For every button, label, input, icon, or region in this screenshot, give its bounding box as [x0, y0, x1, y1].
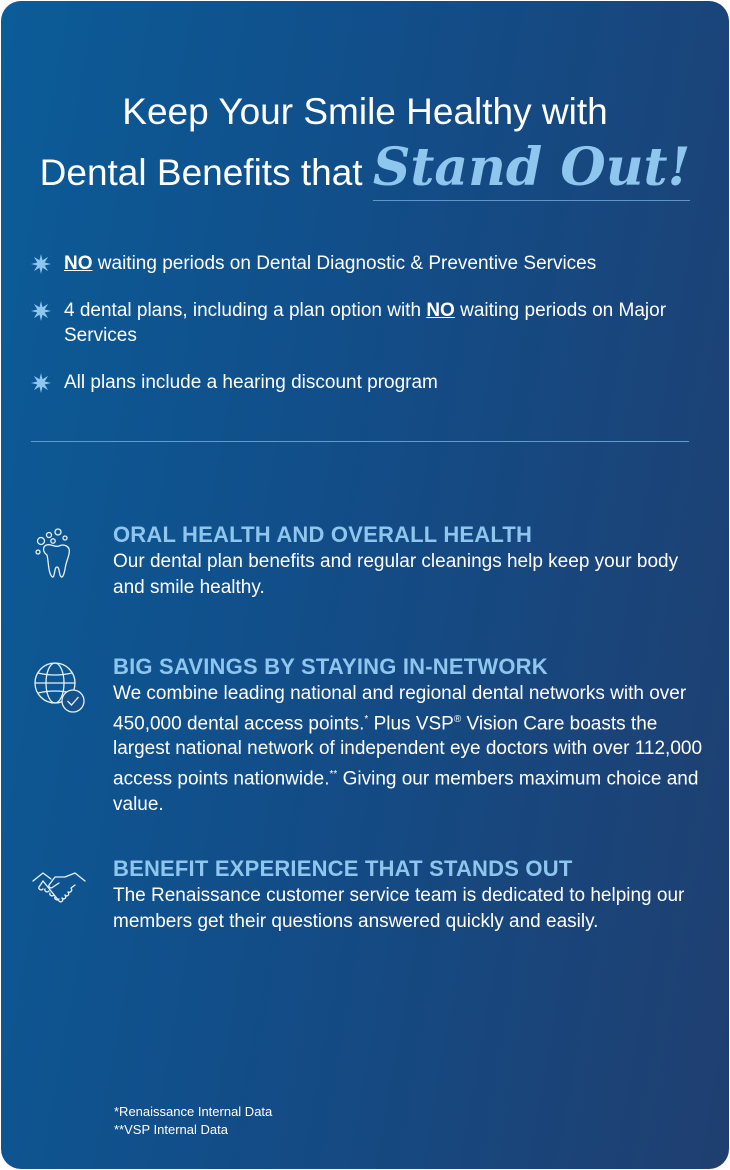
- starburst-icon: [31, 254, 51, 274]
- tooth-bubbles-icon: [29, 525, 89, 585]
- starburst-icon: [31, 373, 51, 393]
- footnote: *Renaissance Internal Data: [114, 1104, 273, 1119]
- feature-title: BIG SAVINGS BY STAYING IN-NETWORK: [113, 654, 548, 679]
- footnote: **VSP Internal Data: [114, 1122, 228, 1137]
- footnotes: [114, 1103, 272, 1139]
- globe-check-icon: [29, 657, 89, 717]
- headline: [1, 87, 729, 202]
- bullet-text: waiting periods on Dental Diagnostic & Preventive Services: [92, 253, 597, 274]
- handshake-icon: [29, 859, 89, 919]
- section-divider: [31, 441, 689, 442]
- headline-line-1: Keep Your Smile Healthy with: [122, 91, 608, 132]
- benefits-card: [1, 1, 729, 1169]
- bullet-emphasis: NO: [64, 253, 93, 274]
- headline-accent: Stand Out!: [373, 137, 690, 201]
- bullet-text: All plans include a hearing discount program: [64, 372, 438, 393]
- registered-mark: ®: [453, 713, 462, 725]
- feature-body: We combine leading national and regional dental networks with over 450,000 dental access points.* Plus VSP® Vision Care boasts the largest national network of independent eye doctors with over 112,000 access points nationwide.** Giving our members maximum choice and value.: [113, 683, 703, 815]
- feature-body: The Renaissance customer service team is dedicated to helping our members get their questions answered quickly and easily.: [113, 885, 685, 932]
- starburst-icon: [31, 301, 51, 321]
- bullet-emphasis: NO: [426, 300, 455, 321]
- headline-line-2: [1, 139, 729, 202]
- bullet-text: waiting periods on Major Services: [64, 300, 667, 346]
- footnote-marker: **: [329, 768, 338, 780]
- bullet-item: [31, 298, 711, 348]
- bullet-item: [31, 251, 711, 276]
- bullet-text: 4 dental plans, including a plan option with: [64, 300, 427, 321]
- feature-body: Our dental plan benefits and regular cleanings help keep your body and smile healthy.: [113, 551, 679, 598]
- headline-line-2-prefix: Dental Benefits that: [39, 152, 373, 193]
- feature-title: ORAL HEALTH AND OVERALL HEALTH: [113, 522, 533, 547]
- bullet-item: [31, 370, 711, 395]
- feature-title: BENEFIT EXPERIENCE THAT STANDS OUT: [113, 856, 573, 881]
- footnote-marker: *: [364, 713, 369, 725]
- bullet-list: [31, 251, 711, 417]
